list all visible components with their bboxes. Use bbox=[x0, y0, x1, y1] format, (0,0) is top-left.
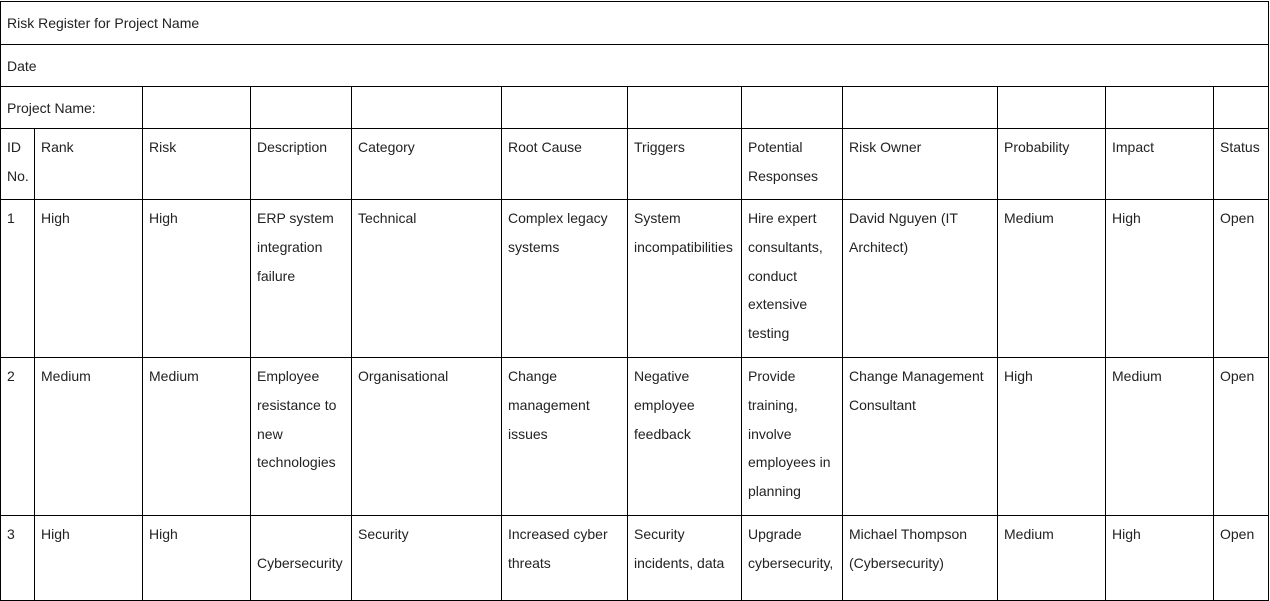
cell-category[interactable]: Technical bbox=[352, 200, 502, 358]
header-description[interactable]: Description bbox=[251, 129, 352, 200]
cell-probability[interactable]: High bbox=[998, 358, 1106, 516]
cell-triggers[interactable]: System incompatibilities bbox=[628, 200, 742, 358]
cell-impact[interactable]: High bbox=[1106, 200, 1214, 358]
header-row bbox=[1, 129, 1269, 200]
cell-category[interactable]: Security bbox=[352, 516, 502, 601]
cell-description[interactable]: ERP system integration failure bbox=[251, 200, 352, 358]
cell-triggers[interactable]: Negative employee feedback bbox=[628, 358, 742, 516]
cell-risk[interactable]: Medium bbox=[143, 358, 251, 516]
cell-status[interactable]: Open bbox=[1214, 516, 1269, 601]
project-name-label: Project Name: bbox=[7, 99, 96, 116]
empty-cell[interactable] bbox=[251, 87, 352, 129]
empty-cell[interactable] bbox=[843, 87, 998, 129]
cell-potential-responses[interactable]: Hire expert consultants, conduct extensive testing bbox=[742, 200, 843, 358]
cell-probability[interactable]: Medium bbox=[998, 516, 1106, 601]
header-rank[interactable]: Rank bbox=[35, 129, 143, 200]
project-name-cell[interactable] bbox=[1, 87, 143, 129]
cell-id[interactable]: 2 bbox=[1, 358, 35, 516]
cell-risk-owner[interactable]: Michael Thompson (Cybersecurity) bbox=[843, 516, 998, 601]
header-risk[interactable]: Risk bbox=[143, 129, 251, 200]
header-triggers[interactable]: Triggers bbox=[628, 129, 742, 200]
date-cell[interactable] bbox=[1, 45, 1269, 87]
register-title-text: Risk Register for Project Name bbox=[7, 15, 200, 31]
cell-category[interactable]: Organisational bbox=[352, 358, 502, 516]
header-status[interactable]: Status bbox=[1214, 129, 1269, 200]
table-row bbox=[1, 358, 1269, 516]
date-row bbox=[1, 45, 1269, 87]
cell-risk-owner[interactable]: David Nguyen (IT Architect) bbox=[843, 200, 998, 358]
cell-description-text: Cybersecurity bbox=[257, 554, 343, 571]
cell-potential-responses[interactable]: Upgrade cybersecurity, bbox=[742, 516, 843, 601]
cell-risk[interactable]: High bbox=[143, 200, 251, 358]
title-row bbox=[1, 2, 1269, 45]
cell-probability[interactable]: Medium bbox=[998, 200, 1106, 358]
header-risk-owner[interactable]: Risk Owner bbox=[843, 129, 998, 200]
table-row bbox=[1, 200, 1269, 358]
empty-cell[interactable] bbox=[143, 87, 251, 129]
cell-root-cause[interactable]: Increased cyber threats bbox=[502, 516, 628, 601]
table-row bbox=[1, 516, 1269, 601]
header-probability[interactable]: Probability bbox=[998, 129, 1106, 200]
date-label: Date bbox=[7, 57, 37, 74]
cell-status[interactable]: Open bbox=[1214, 358, 1269, 516]
cell-description[interactable]: Employee resistance to new technologies bbox=[251, 358, 352, 516]
empty-cell[interactable] bbox=[502, 87, 628, 129]
cell-id[interactable]: 3 bbox=[1, 516, 35, 601]
empty-cell[interactable] bbox=[742, 87, 843, 129]
cell-risk-owner[interactable]: Change Management Consultant bbox=[843, 358, 998, 516]
cell-rank[interactable]: High bbox=[35, 516, 143, 601]
cell-impact[interactable]: Medium bbox=[1106, 358, 1214, 516]
header-root-cause[interactable]: Root Cause bbox=[502, 129, 628, 200]
header-potential-responses[interactable]: Potential Responses bbox=[742, 129, 843, 200]
cell-potential-responses[interactable]: Provide training, involve employees in planning bbox=[742, 358, 843, 516]
cell-root-cause[interactable]: Change management issues bbox=[502, 358, 628, 516]
cell-rank[interactable]: High bbox=[35, 200, 143, 358]
cell-triggers[interactable]: Security incidents, data bbox=[628, 516, 742, 601]
register-title[interactable] bbox=[1, 2, 1269, 45]
header-id[interactable]: ID No. bbox=[1, 129, 35, 200]
cell-risk[interactable]: High bbox=[143, 516, 251, 601]
cell-description[interactable] bbox=[251, 516, 352, 601]
empty-cell[interactable] bbox=[628, 87, 742, 129]
empty-cell[interactable] bbox=[352, 87, 502, 129]
cell-root-cause[interactable]: Complex legacy systems bbox=[502, 200, 628, 358]
project-name-row bbox=[1, 87, 1269, 129]
cell-id[interactable]: 1 bbox=[1, 200, 35, 358]
cell-status[interactable]: Open bbox=[1214, 200, 1269, 358]
cell-impact[interactable]: High bbox=[1106, 516, 1214, 601]
header-impact[interactable]: Impact bbox=[1106, 129, 1214, 200]
empty-cell[interactable] bbox=[998, 87, 1106, 129]
risk-register-table bbox=[0, 1, 1269, 601]
empty-cell[interactable] bbox=[1214, 87, 1269, 129]
empty-cell[interactable] bbox=[1106, 87, 1214, 129]
header-category[interactable]: Category bbox=[352, 129, 502, 200]
cell-rank[interactable]: Medium bbox=[35, 358, 143, 516]
